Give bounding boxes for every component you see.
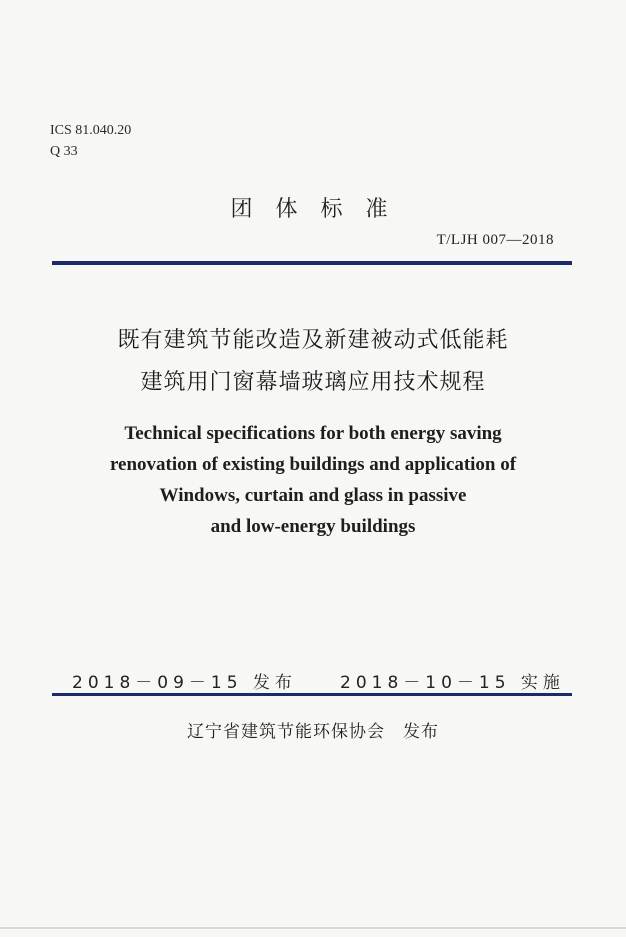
english-title-line-1: Technical specifications for both energy saving [124, 423, 502, 444]
ccs-code: Q 33 [50, 144, 78, 159]
standard-type-label: 团 体 标 准 [230, 197, 396, 222]
standard-code: T/LJH 007—2018 [436, 232, 554, 248]
english-title-line-2: renovation of existing buildings and application of [109, 454, 517, 475]
english-title-line-4: and low-energy buildings [210, 516, 416, 537]
english-title [0, 418, 626, 542]
implementation-date: 2018－10－15 实施 [340, 673, 565, 693]
chinese-title-line-2: 建筑用门窗幕墙玻璃应用技术规程 [140, 370, 486, 395]
ics-code: ICS 81.040.20 [50, 123, 132, 138]
classification-block [50, 120, 131, 162]
publisher-line [0, 717, 626, 742]
bottom-divider-rule [52, 693, 572, 696]
scan-edge-line [0, 927, 626, 929]
publisher-action: 发布 [403, 722, 439, 742]
chinese-title-line-1: 既有建筑节能改造及新建被动式低能耗 [117, 328, 509, 353]
top-divider-rule [52, 261, 572, 265]
english-title-line-3: Windows, curtain and glass in passive [159, 485, 467, 506]
issue-date: 2018－09－15 发布 [72, 673, 297, 693]
chinese-title [0, 320, 626, 404]
publisher-organization: 辽宁省建筑节能环保协会 [187, 722, 385, 742]
